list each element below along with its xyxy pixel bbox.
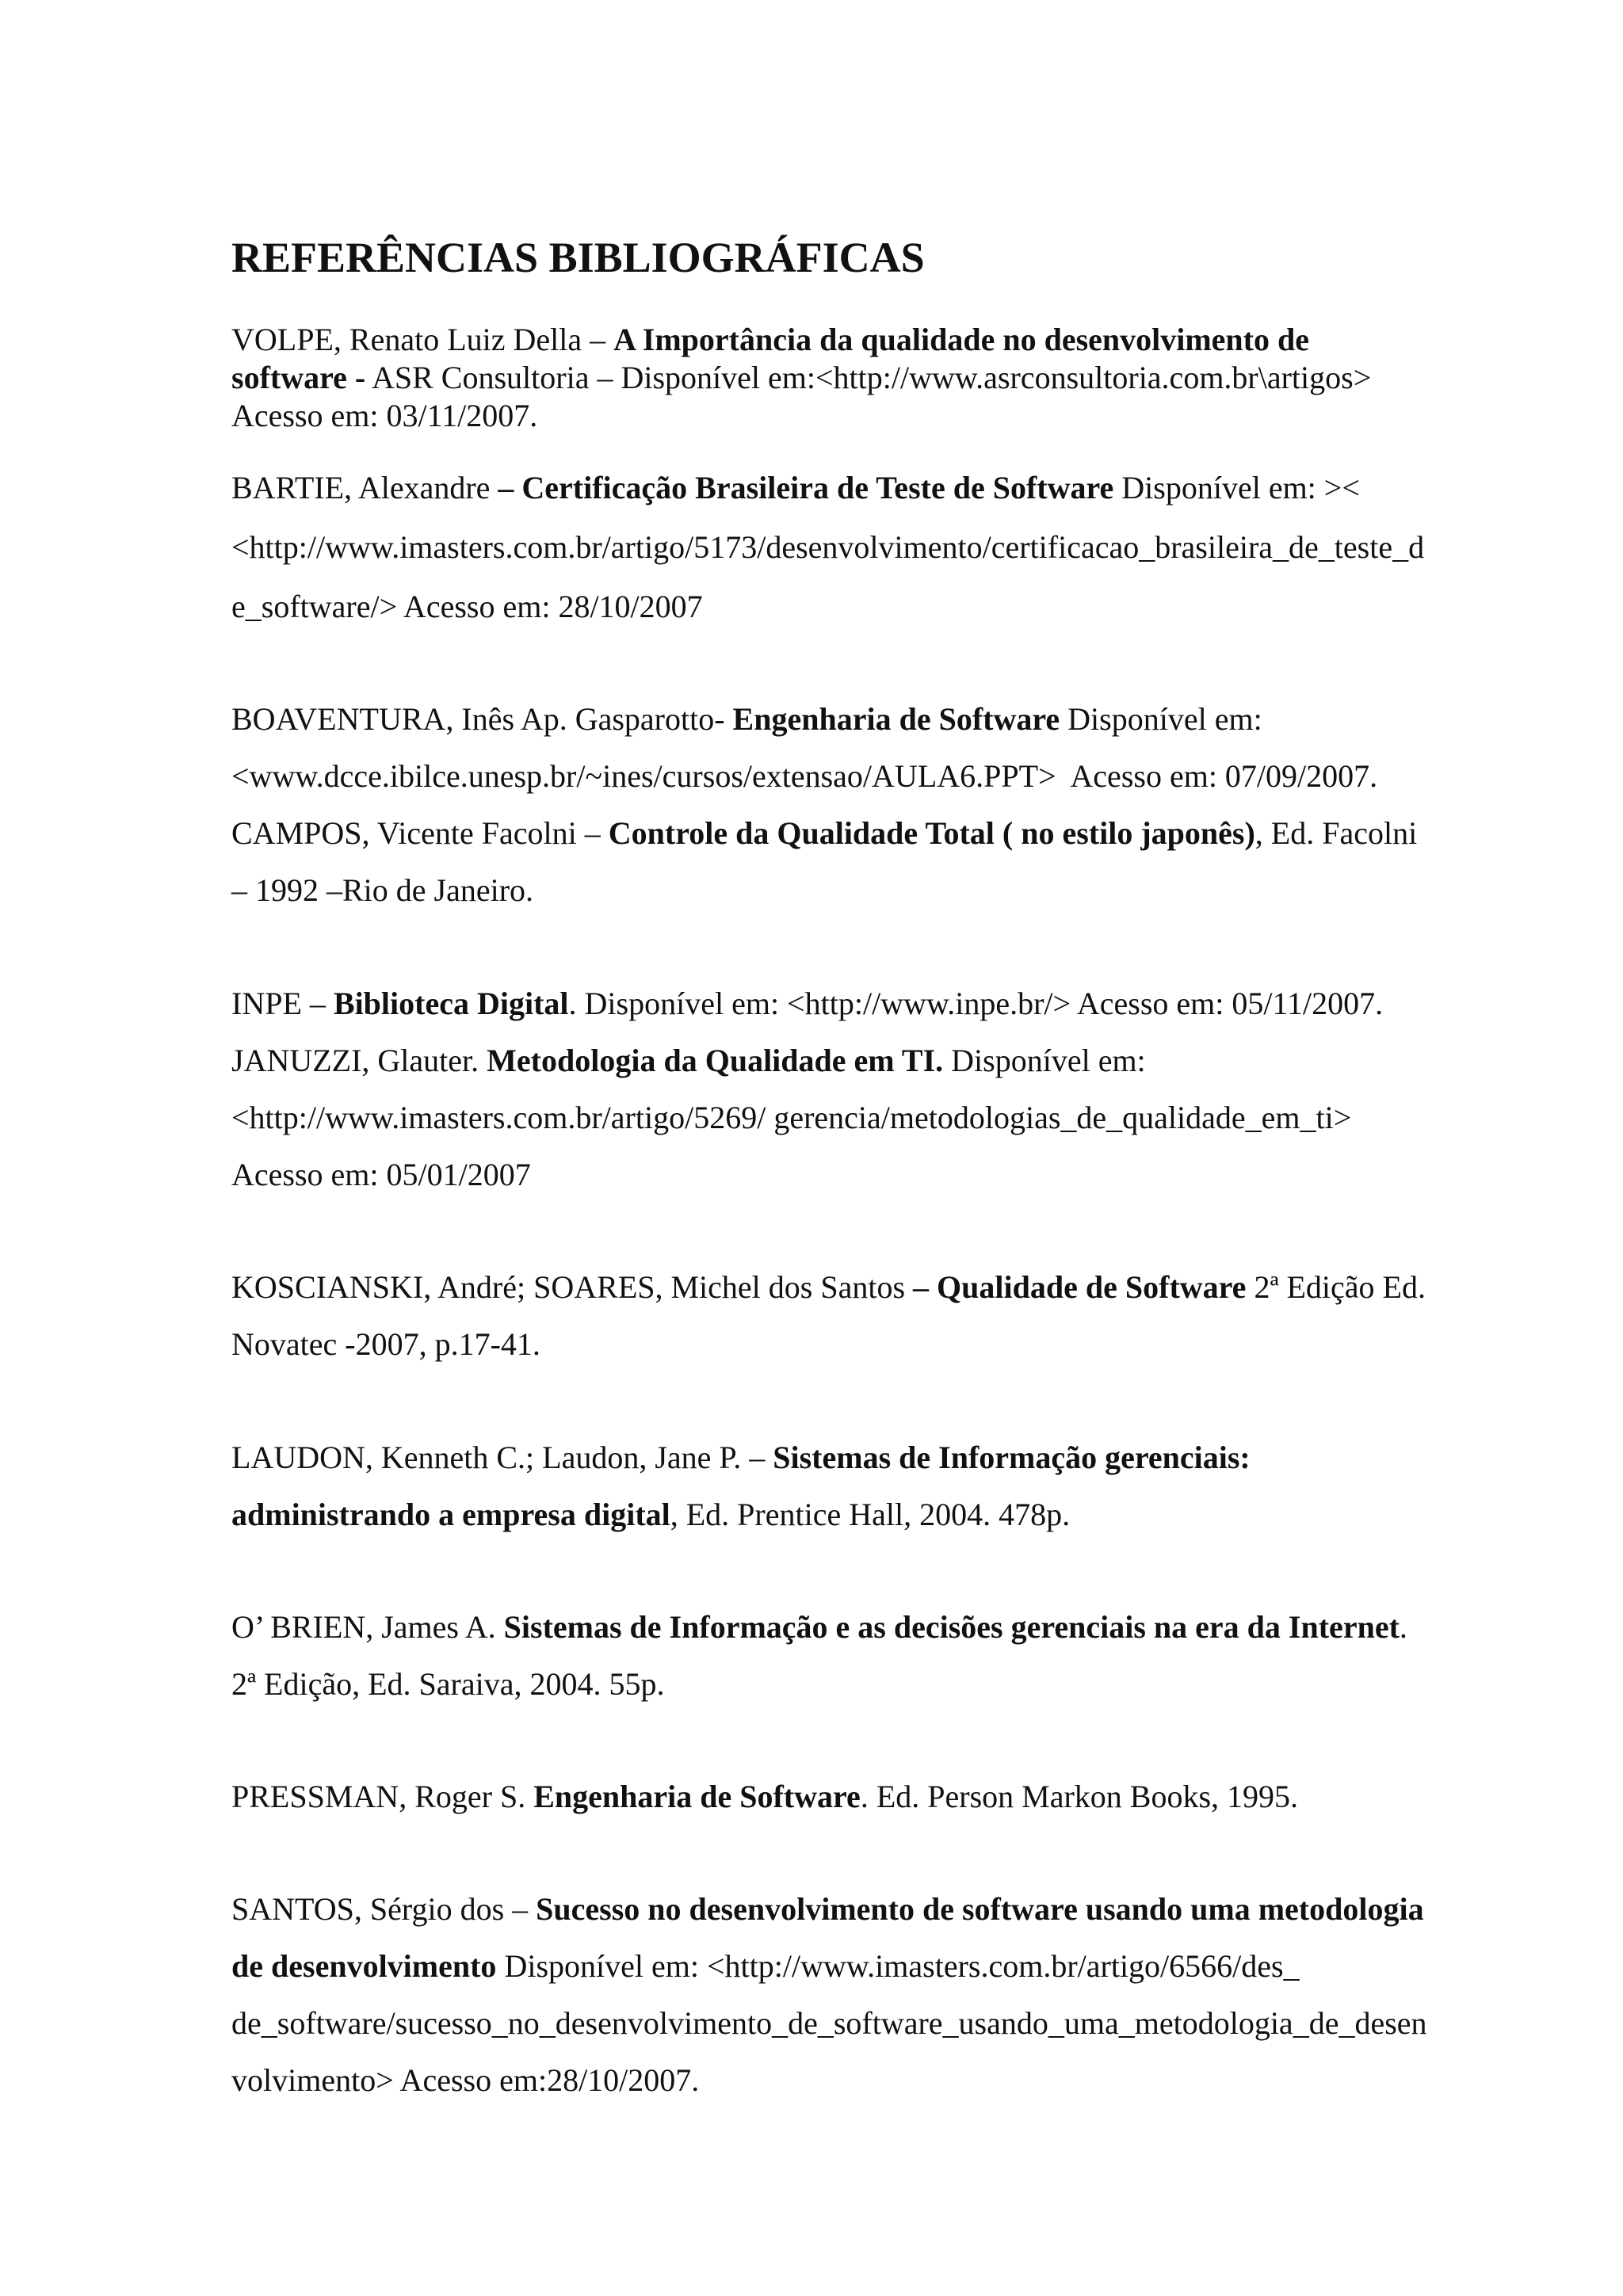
reference-text: 2ª Edição, Ed. Saraiva, 2004. 55p. (231, 1666, 665, 1702)
reference-text: CAMPOS, Vicente Facolni – (231, 815, 609, 851)
reference-line (231, 1608, 1407, 1646)
reference-text: PRESSMAN, Roger S. (231, 1779, 534, 1814)
reference-line (231, 1778, 1298, 1816)
reference-line (231, 588, 703, 626)
reference-line (231, 1890, 1424, 1928)
reference-title-text: Metodologia da Qualidade em TI. (487, 1043, 944, 1078)
reference-text: volvimento> Acesso em:28/10/2007. (231, 2062, 700, 2098)
reference-text: <http://www.imasters.com.br/artigo/5269/ gerencia/metodologias_de_qualidade_em_ti> (231, 1100, 1352, 1135)
reference-line (231, 1156, 531, 1194)
reference-text: Acesso em: 05/01/2007 (231, 1157, 531, 1192)
reference-text: <http://www.imasters.com.br/artigo/5173/desenvolvimento/certificacao_brasileira_de_teste_d (231, 529, 1425, 565)
reference-line (231, 2061, 699, 2100)
reference-text: BOAVENTURA, Inês Ap. Gasparotto- (231, 701, 733, 737)
reference-line (231, 985, 1383, 1023)
reference-text: SANTOS, Sérgio dos – (231, 1891, 537, 1927)
reference-line (231, 700, 1262, 738)
reference-line (231, 1325, 540, 1363)
reference-text: , Ed. Facolni (1254, 815, 1418, 851)
reference-line (231, 1042, 1146, 1080)
reference-text: KOSCIANSKI, André; SOARES, Michel dos Santos (231, 1269, 914, 1305)
reference-text: JANUZZI, Glauter. (231, 1043, 487, 1078)
reference-line (231, 1496, 1070, 1534)
reference-line (231, 469, 1360, 507)
reference-line (231, 397, 537, 435)
reference-title-text: Sucesso no desenvolvimento de software usando uma metodologia (536, 1891, 1424, 1927)
reference-text: BARTIE, Alexandre (231, 470, 491, 505)
reference-line (231, 2004, 1427, 2042)
reference-text: Disponível em: <http://www.imasters.com.br/artigo/6566/des_ (496, 1948, 1300, 1984)
reference-text: LAUDON, Kenneth C.; Laudon, Jane P. – (231, 1440, 773, 1475)
reference-text: . Ed. Person Markon Books, 1995. (860, 1779, 1299, 1814)
reference-line (231, 871, 533, 910)
reference-text: e_software/> Acesso em: 28/10/2007 (231, 589, 703, 624)
reference-line (231, 814, 1417, 852)
reference-line (231, 1439, 1251, 1477)
reference-line (231, 1947, 1300, 1985)
reference-line (231, 1268, 1426, 1306)
reference-line (231, 321, 1309, 359)
reference-text: . Disponível em: <http://www.inpe.br/> Acesso em: 05/11/2007. (568, 986, 1384, 1021)
reference-text: 2ª Edição Ed. (1246, 1269, 1426, 1305)
reference-line (231, 359, 1371, 397)
reference-title-text: Sistemas de Informação gerenciais: (773, 1440, 1251, 1475)
reference-text: VOLPE, Renato Luiz Della – (231, 322, 614, 357)
reference-text: INPE – (231, 986, 334, 1021)
reference-text: <www.dcce.ibilce.unesp.br/~ines/cursos/extensao/AULA6.PPT> Acesso em: 07/09/2007. (231, 758, 1378, 794)
reference-title-text: Sistemas de Informação e as decisões gerenciais na era da Internet (503, 1609, 1400, 1645)
reference-text: Disponível em: (1060, 701, 1262, 737)
reference-text: de_software/sucesso_no_desenvolvimento_de_software_usando_uma_metodologia_de_desen (231, 2005, 1427, 2041)
reference-line (231, 1099, 1351, 1137)
reference-text: Disponível em: (943, 1043, 1146, 1078)
reference-line (231, 757, 1377, 795)
reference-title-text: – Qualidade de Software (913, 1269, 1247, 1305)
reference-title-text: Engenharia de Software (533, 1779, 861, 1814)
reference-line (231, 528, 1424, 566)
reference-text: Disponível em: >< (1113, 470, 1360, 505)
reference-text: Acesso em: 03/11/2007. (231, 398, 538, 433)
reference-text: Novatec -2007, p.17-41. (231, 1326, 540, 1362)
reference-text: , Ed. Prentice Hall, 2004. 478p. (670, 1497, 1071, 1532)
reference-line (231, 1665, 664, 1703)
reference-text: – 1992 –Rio de Janeiro. (231, 872, 534, 908)
reference-text: . (1399, 1609, 1407, 1645)
reference-title-text: de desenvolvimento (231, 1948, 497, 1984)
reference-title-text: Biblioteca Digital (333, 986, 569, 1021)
reference-text: O’ BRIEN, James A. (231, 1609, 504, 1645)
page-title: REFERÊNCIAS BIBLIOGRÁFICAS (231, 234, 925, 281)
reference-title-text: Engenharia de Software (732, 701, 1060, 737)
reference-title-text: – Certificação Brasileira de Teste de Software (490, 470, 1114, 505)
reference-title-text: A Importância da qualidade no desenvolvimento de (613, 322, 1309, 357)
reference-title-text: Controle da Qualidade Total ( no estilo japonês) (608, 815, 1255, 851)
reference-text: ASR Consultoria – Disponível em:<http://www.asrconsultoria.com.br\artigos> (365, 360, 1372, 395)
reference-title-text: software - (231, 360, 366, 395)
reference-title-text: administrando a empresa digital (231, 1497, 670, 1532)
